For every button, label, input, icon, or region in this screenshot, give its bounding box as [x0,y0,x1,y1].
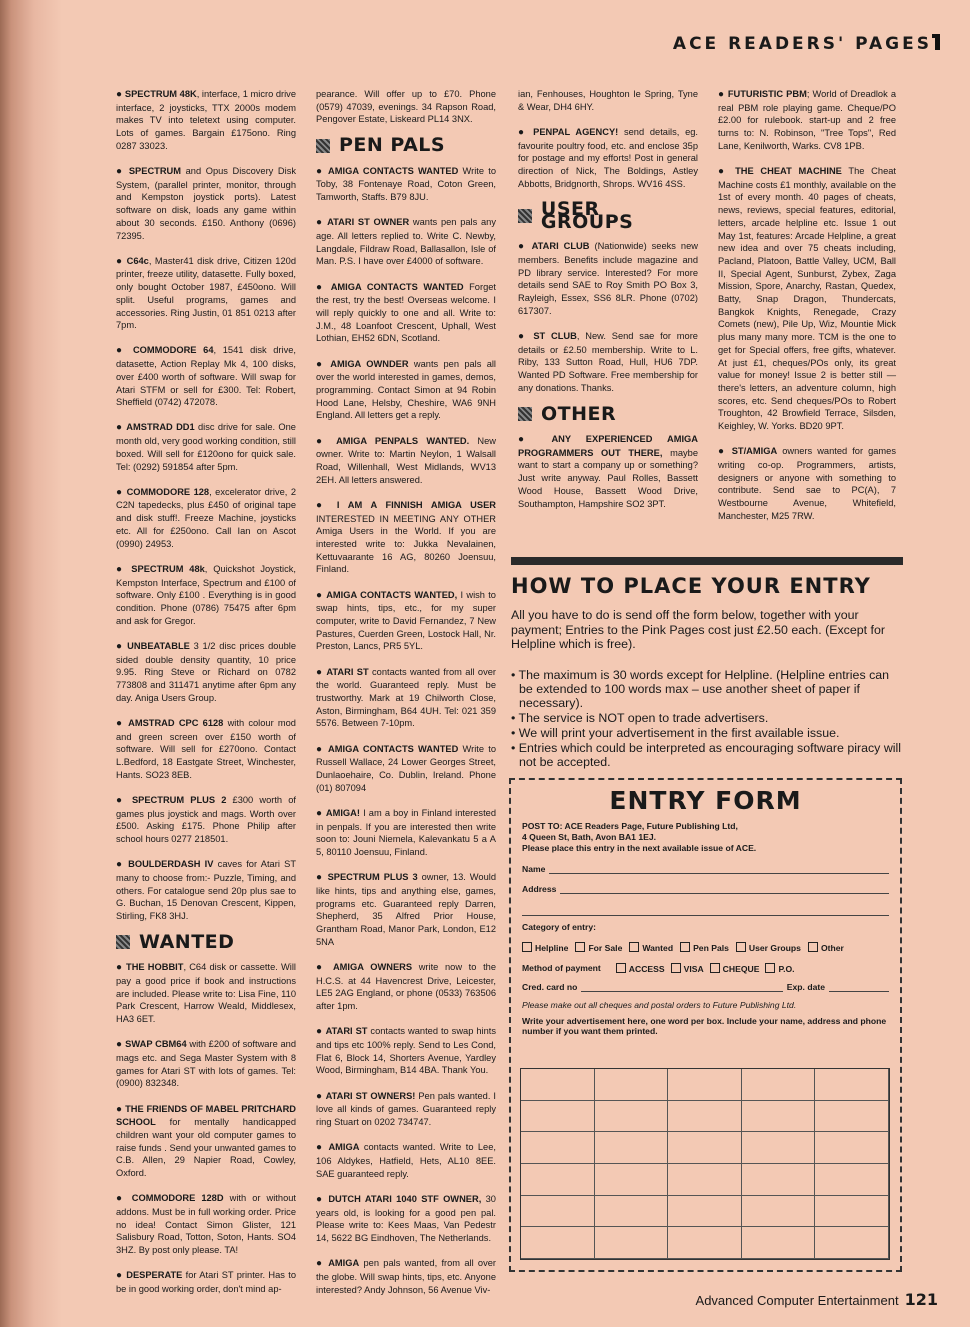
entry-heading: SPECTRUM [128,166,182,177]
bullet-icon: ● [116,345,133,357]
classified-entry [116,858,296,923]
entry-body: for mentally handicapped children want your old computer games to raise funds . Send your unwanted games to C.B. Allen, 29 Napier Road, Cowley, Oxford. [116,1117,296,1179]
entry-heading: I AM A FINNISH AMIGA USER [336,499,496,510]
post-address-line: 4 Queen St, Bath, Avon BA1 1EJ. [522,832,657,842]
entry-body: Pen pals wanted. I love all kinds of games. Guaranteed reply ring Stuart on 0202 734747. [316,1090,496,1127]
entry-heading: ST/AMIGA [731,446,778,457]
classified-entry [316,165,496,204]
entry-body: I wish to swap hints, tips, etc., for my super computer, write to David Fernandez, 7 New Pastures, Cuerden Green, Lostock Hall, Nr. Preston, Lancs, PR5 5YL. [316,589,496,652]
classified-entry [518,126,698,191]
classified-entry [116,344,296,409]
classified-entry [116,421,296,473]
section-title: WANTED [139,930,235,953]
entry-body: , C64 disk or cassette. Will pay a good price if book and instructions are included. Please write to: Lisa Fine, 110 Park Crescent, Harrow Weald, Middlesex, HA3 6ET. [116,962,296,1024]
entry-heading: BOULDERDASH IV [128,859,214,870]
bullet-icon: ● [316,872,328,884]
classified-entry [316,358,496,423]
rule-item: • The maximum is 30 words except for Helpline. (Helpline entries can be extended to 100 words max – use another sheet of paper if necessary). [511,667,890,710]
instructions-text: Write your advertisement here, one word per box. Include your name, address and phone number if you want them printed. [522,1016,887,1036]
entry-body: Forget the rest, try the best! Overseas welcome. I will reply quickly to one and all. Write to: J.M., 48 Loanfoot Crescent, Uphall, West Lothian, EH52 6DN, Scotland. [316,281,496,344]
checkbox-icon[interactable] [736,942,746,952]
entry-heading: SPECTRUM 48K [124,89,197,99]
payment-method-row [522,963,889,974]
entry-body: caves for Atari ST many to choose from:- Puzzle, Timing, and others. For catalogue send 20p plus sae to G. Buchan, 15 Denovan Crescent, Kippen, Stirling, FK8 3HJ. [116,859,296,921]
classified-entry [518,433,698,510]
how-rules-list [511,668,903,769]
classified-entry [116,640,296,705]
category-option[interactable] [522,942,568,953]
word-grid[interactable] [520,1068,890,1260]
category-options [522,942,889,953]
word-box[interactable] [742,1227,816,1259]
divider-bar [511,557,903,565]
word-box[interactable] [742,1164,816,1196]
entry-body: INTERESTED IN MEETING ANY OTHER Amiga Users in the World. If you are interested write to: Jukka Nevalainen, Kettuvaarante 16 AG, 80260 Joensuu, Finland. [316,513,496,575]
bullet-icon: ● [116,962,127,974]
continued-text: ian, Fenhouses, Houghton le Spring, Tyne & Wear, DH4 6HY. [518,89,698,112]
bullet-icon: ● [316,743,329,755]
entry-body: contacts wanted. Write to Lee, 106 Aldykes, Hatfield, Hets, AL10 8EE. SAE guaranteed reply. [316,1142,496,1179]
category-label: Pen Pals [693,943,729,953]
entry-heading: ATARI ST OWNER [327,217,410,228]
payment-label: VISA [683,964,704,974]
section-square-icon [518,209,532,223]
classified-entry [718,445,896,522]
category-text: Category of entry: [522,922,597,932]
category-label: Wanted [642,943,674,953]
entry-body: , 1541 disk drive, datasette, Action Replay Mk 4, 100 disks, over £400 worth of software. Will swap for Atari STFM or sell for £300. Tel: Robert, Sheffield (0742) 472078. [116,345,296,408]
payment-option[interactable] [671,963,704,974]
entry-heading: AMSTRAD CPC 6128 [128,717,224,728]
payment-option[interactable] [616,963,665,974]
entry-body: contacts wanted to swap hints and tips etc 100% reply. Send to Les Cond, Flat 6, Block 14, Shorters Avenue, Yardley Wood, Birmingham, B14 4BA. Thank You. [316,1026,496,1076]
word-box[interactable] [815,1069,889,1101]
classified-entry [116,794,296,846]
entry-body: send details, eg. favourite poultry food, etc. and enclose 35p for postage and my efforts! Post in general direction of Nick, The Boldings, Astley Abbotts, Bridgnorth, Shrops. WV16 4SS. [518,126,698,189]
instructions [522,1016,889,1036]
address-line[interactable] [560,884,889,894]
entry-heading: SPECTRUM PLUS 2 [131,794,227,805]
section-wanted-heading [116,930,296,953]
entry-heading: AMIGA CONTACTS WANTED [330,281,464,292]
word-box[interactable] [815,1101,889,1133]
address-field[interactable] [522,884,889,894]
entry-body: with or without addons. Must be in full working order. Price no idea! Contact Simon Glister, 121 Salisbury Road, Totton, Soton, Hants. SO4 3HZ. By post only please. TA! [116,1193,296,1256]
bullet-icon: ● [316,589,327,601]
post-to-line: POST TO: ACE Readers Page, Future Publishing Ltd, [522,821,738,831]
column-2 [316,88,496,1309]
bullet-icon: ● [316,1090,326,1102]
classified-entry [518,240,698,317]
word-box[interactable] [742,1196,816,1228]
word-box[interactable] [595,1101,669,1133]
payment-label: CHEQUE [722,964,760,974]
classified-entry [116,961,296,1026]
classified-entry [316,216,496,268]
entry-body: The Cheat Machine costs £1 monthly, available on the 1st of every month. 40 pages of cheats, news, reviews, special features, editorial, letters, arcade helpline etc. Issue 1 out May 1st, features: Arcade Helpline, a great new idea and over 75 cheats including, Pacland, Platoon, Battle Valley, UCM, Ball II, Special Agent, Sunburst, Zybex, Zaga Mission, Spore, Anarchy, Rastan, Quedex, Batty, Snap Dragon, Thundercats, Bangkok Knights, Renegade, Crazy Comets (new), Pile Up, Wiz, Mountie Mick plus many many more. TCM is the one to get for Special offers, free gifts, whatever. At just £1, cheques/POs only, its great value for money! Issue 2 is better still — there's letters, an adventure column, high scores, etc. Send cheques/POs to Robert Troughton, 42 Browfield Terrace, Silsden, Keighley, W. Yorks. BD20 9PT. [718,166,896,432]
entry-heading: ATARI ST OWNERS! [325,1090,416,1101]
word-box[interactable] [595,1164,669,1196]
bullet-icon: ● [316,666,327,678]
address-field-2[interactable] [522,906,889,916]
category-option[interactable] [680,942,729,953]
bullet-icon: ● [316,217,328,229]
entry-heading: ATARI ST [326,666,369,677]
entry-body: , interface, 1 micro drive interface, 2 joysticks, TTX 2000s modem makes TV into teletext using computer. Lots of games. Bargain £175ono. Ring 0287 33023. [116,89,296,151]
entry-body: maybe want to start a company up or something? Just write anyway. Paul Rolles, Bassett Wood House, Bassett Wood Drive, Southampton, Hampshire SO2 3PT. [518,447,698,509]
entry-heading: UNBEATABLE [127,640,190,651]
category-label: User Groups [748,943,801,953]
entry-body: with £200 of software and mags etc. and Sega Master System with 8 games for Atari ST with lots of games. Tel: (0900) 832348. [116,1039,297,1089]
word-box[interactable] [595,1132,669,1164]
entry-heading: ANY EXPERIENCED AMIGA PROGRAMMERS OUT THERE, [518,434,698,458]
checkbox-icon[interactable] [629,942,639,952]
entry-heading: ST CLUB [533,331,577,342]
word-box[interactable] [668,1196,742,1228]
entry-body: I am a boy in Finland interested in penpals. If you are interested then write soon to: Jouni Niemela, Kalevankatu 5 a A 5, 80110 Joensuu, Finland. [316,807,496,858]
entry-heading: ATARI CLUB [531,241,590,252]
rule-item: • Entries which could be interpreted as encouraging software piracy will not be accepted. [511,740,902,769]
entry-heading: AMIGA CONTACTS WANTED [328,743,459,754]
word-box[interactable] [595,1196,669,1228]
classified-entry [116,1192,296,1257]
checkbox-icon[interactable] [616,963,626,973]
category-option[interactable] [629,942,673,953]
entry-heading: AMIGA OWNERS [332,961,413,972]
classified-entry [316,281,496,346]
category-label [522,922,889,932]
bullet-icon: ● [316,281,331,293]
bullet-icon: ● [116,859,129,871]
word-box[interactable] [742,1132,816,1164]
checkbox-icon[interactable] [671,963,681,973]
payment-label: ACCESS [628,964,665,974]
column-1 [116,88,296,1308]
checkbox-icon[interactable] [808,942,818,952]
category-label: Helpline [535,943,569,953]
entry-heading: SPECTRUM PLUS 3 [327,872,418,883]
section-square-icon [116,935,130,949]
entry-heading: AMIGA PENPALS WANTED. [336,435,470,446]
entry-body: , Quickshot Joystick, Kempston Interface, Spectrum and £100 of software. Only £100 . Everything is in good condition. Phone (0786) 75475 after 6pm and ask for Gregor. [116,563,296,626]
how-to-place-entry [511,574,903,770]
entry-heading: AMIGA! [325,807,360,818]
bullet-icon: ● [116,166,129,178]
classified-entry [316,743,496,795]
entry-body: owner, 13. Would like hints, tips and anything else, games, programs etc. Guaranteed reply Darren, Shepherd, 35 Alfred Prior House, Grantham Road, Manor Park, London, E12 5NA [316,872,496,947]
payment-label: P.O. [778,964,795,974]
rule-item: • We will print your advertisement in the first available issue. [511,725,840,740]
word-box[interactable] [668,1069,742,1101]
entry-body: contacts wanted from all over the world. Guaranteed reply. Must be trustworthy. Mark at 19 Chilworth Close, Aston, Birmingham, B64 4UH. Tel: 021 359 5576. Between 7-10pm. [316,666,496,729]
payment-method-label: Method of payment [522,963,601,973]
bullet-icon: ● [316,1142,329,1154]
classified-entry [316,666,496,731]
name-field[interactable] [522,864,889,874]
entry-body: wants pen pals all over the world interested in games, demos, programming. Contact Simon at 94 Robin Hood Lane, Helsby, Cheshire, WA6 9NH England. All letters get a reply. [316,358,496,421]
entry-body: 30 years old, is looking for a good pen pal. Please write to: Kees Maas, Van Pedestr 14, 5622 BG Eindhoven, The Netherlands. [316,1193,496,1243]
section-square-icon [518,407,532,421]
entry-body: Write to Toby, 38 Fontenaye Road, Coton Green, Tamworth, Staffs. B79 8JU. [316,165,496,203]
classified-entry [316,1025,496,1077]
entry-heading: COMMODORE 64 [132,345,214,356]
section-penpals-heading [316,134,496,157]
entry-body: for Atari ST printer. Has to be in good working order, don't mind ap- [116,1270,296,1294]
checkbox-icon[interactable] [710,963,720,973]
address-line-2[interactable] [522,906,889,916]
entry-body: , excelerator drive, 2 C2N tapedecks, plus £450 of original tape and disk stuff!. Freeze Machine, joysticks etc. All for £250ono. Call Ian on Ascot (0990) 24953. [116,486,296,549]
classified-entry [316,807,496,859]
section-title: PEN PALS [339,134,446,157]
entry-body: write now to the H.C.S. at 44 Havencrest Drive, Leicester, LE5 2AG England, or phone (0533) 763506 after 1pm. [316,961,496,1012]
word-box[interactable] [521,1227,595,1259]
bullet-icon: ● [518,331,534,343]
entry-body: and Opus Discovery Disk System, (parallel printer, monitor, through and Kempston joystick ports). Latest software on disk, loads any game within about 30 seconds. £150. Anthony (0696) 72395. [116,166,296,241]
entry-heading: AMIGA [328,1258,360,1269]
word-box[interactable] [815,1227,889,1259]
card-label: Cred. card no [522,982,578,992]
checkbox-icon[interactable] [680,942,690,952]
word-box[interactable] [668,1227,742,1259]
entry-heading: PENPAL AGENCY! [533,126,619,137]
word-box[interactable] [521,1196,595,1228]
entry-heading: DUTCH ATARI 1040 STF OWNER, [328,1193,482,1204]
entry-body: , New. Send sae for more details or £2.50 membership. Write to L. Riby, 133 Sutton Road, Hull, HU6 7DP. Wanted PD Software. Free membership for any donations. Thanks. [518,331,698,393]
form-title: ENTRY FORM [609,786,802,815]
entry-body: (Nationwide) seeks new members. Benefits include magazine and PD library service. Interested? For more details send SAE to Roy Smith PO Box 3, Rayleigh, Essex, SS6 8LR. Phone (0702) 617307. [518,241,698,316]
entry-heading: AMSTRAD DD1 [126,422,195,433]
classified-entry [116,1269,296,1295]
entry-body: New owner. Write to: Martin Neylon, 1 Walsall Road, Willenhall, West Midlands, WV13 2EH. All letters answered. [316,435,497,485]
classified-entry [316,1141,496,1180]
entry-body: £300 worth of games plus joystick and mags. Worth over £500. Asking £175. Phone Philip after school hours 0277 218501. [116,794,296,844]
bullet-icon: ● [116,422,127,434]
classified-entry [116,88,296,153]
category-label: For Sale [588,943,623,953]
section-square-icon [316,139,330,153]
word-box[interactable] [668,1164,742,1196]
entry-body: wants pen pals any age. All letters replied to. Write C. Newby, Langdale, Fildraw Road, Ballasallon, Isle of Man. P.S. I have over £4000 of software. [316,217,496,267]
entry-heading: AMIGA [328,1142,360,1153]
entry-heading: AMIGA OWNDER [330,358,409,369]
classified-entry [316,589,496,654]
classified-entry [116,486,296,551]
word-box[interactable] [815,1132,889,1164]
post-instruction-line: Please place this entry in the next available issue of ACE. [522,843,757,853]
entry-body: ; World of Dreadlok a real PBM role playing game. Cheque/PO £2.00 for rulebook. start-up and 2 free turns to: N. Robinson, "Tree Tops", Red Lane, Kenilworth, Warks. CV8 1PB. [718,89,896,151]
cheque-note-text: Please make out all cheques and postal orders to Future Publishing Ltd. [522,1000,797,1010]
entry-body: 3 1/2 disc prices double sided double density quantity, 10 price 9.95. Ring Steve or Richard on 0782 773808 and 311471 anytime after 6pm any day. Aniga Users Group. [116,640,296,703]
word-box[interactable] [815,1164,889,1196]
bullet-icon: ● [116,640,128,652]
address-label: Address [522,884,557,894]
word-box[interactable] [815,1196,889,1228]
entry-heading: ATARI ST [325,1026,368,1037]
entry-heading: SWAP CBM64 [125,1039,187,1050]
bullet-icon: ● [116,1270,127,1282]
exp-line[interactable] [829,982,889,992]
section-usergroups-heading [518,197,698,233]
entry-heading: THE HOBBIT [126,962,184,973]
card-row[interactable] [522,982,889,992]
classified-entry [316,961,496,1013]
bullet-icon: ● [518,241,532,253]
bullet-icon: ● [518,434,552,446]
entry-form [509,778,902,1272]
classified-entry [718,165,896,433]
category-option[interactable] [575,942,622,953]
word-box[interactable] [521,1101,595,1133]
bullet-icon: ● [116,794,132,806]
column-4 [718,88,896,535]
word-box[interactable] [742,1069,816,1101]
classified-entry [116,255,296,332]
classified-entry [316,1090,496,1129]
bullet-icon: ● [316,435,337,447]
entry-heading: AMIGA CONTACTS WANTED [328,165,459,176]
classified-entry [116,717,296,782]
entry-body: disc drive for sale. One month old, very good working condition, still boxed. Will sell for £120ono for quick sale. Tel: (0292) 591854 after 5pm. [116,422,296,472]
bullet-icon: ● [316,358,331,370]
classified-entry [316,435,496,487]
entry-heading: COMMODORE 128D [131,1193,224,1204]
bullet-icon: ● [718,166,736,178]
category-option[interactable] [736,942,801,953]
word-box[interactable] [521,1164,595,1196]
classified-entry [316,871,496,948]
bullet-icon: ● [316,1026,326,1038]
bullet-icon: ● [116,1193,132,1205]
how-intro: All you have to do is send off the form below, together with your payment; Entries to the Pink Pages cost just £2.50 each. (Except for Helpline which is free). [511,608,885,651]
word-box[interactable] [595,1069,669,1101]
section-other-heading [518,402,698,425]
bullet-icon: ● [316,1258,329,1270]
continued-text: pearance. Will offer up to £70. Phone (0579) 47039, evenings. 34 Rapson Road, Pengover Estate, Liskeard PL14 3NX. [316,89,496,125]
word-box[interactable] [668,1132,742,1164]
bullet-icon: ● [116,1039,126,1051]
category-label: Other [820,943,844,953]
checkbox-icon[interactable] [575,942,585,952]
bullet-icon: ● [316,961,333,973]
page-footer [696,1290,938,1309]
entry-heading: SPECTRUM 48k [131,563,205,574]
bullet-icon: ● [718,89,728,100]
word-box[interactable] [521,1132,595,1164]
classified-entry [316,499,496,576]
bullet-icon: ● [116,255,127,267]
bullet-icon: ● [316,499,337,511]
column-3 [518,88,698,523]
word-box[interactable] [742,1101,816,1133]
bullet-icon: ● [116,1103,126,1115]
entry-heading: THE CHEAT MACHINE [735,166,842,177]
payment-option[interactable] [765,963,794,974]
page-spine-shadow [0,0,62,1327]
bullet-icon: ● [116,563,132,575]
bullet-icon: ● [116,486,127,498]
entry-heading: COMMODORE 128 [126,486,210,497]
entry-body: with colour mod and green screen over £150 worth of software. Will sell for £270ono. Contact L.Bedford, 18 Eastgate Street, Winchester, Hants. SO23 8EB. [116,717,296,780]
checkbox-icon[interactable] [765,963,775,973]
exp-label: Exp. date [786,982,825,992]
entry-heading: FUTURISTIC PBM [727,89,807,99]
category-option[interactable] [808,942,844,953]
name-label: Name [522,864,546,874]
entry-body: , Master41 disk drive, Citizen 120d printer, freeze utility, datasette. Fully boxed, only bought October 1987, £450ono. Will split. Useful programs, games and accessories. Ring Justin, 01 851 0213 after 7pm. [116,255,296,331]
bullet-icon: ● [316,1193,329,1205]
classified-entry [116,165,296,242]
name-line[interactable] [549,864,889,874]
section-title: OTHER [541,402,617,425]
bullet-icon: ● [518,126,534,138]
word-box[interactable] [521,1069,595,1101]
word-box[interactable] [668,1101,742,1133]
classified-entry [718,88,896,153]
bullet-icon: ● [116,717,129,729]
card-line[interactable] [581,982,782,992]
entry-heading: AMIGA CONTACTS WANTED, [326,589,458,600]
entry-body: owners wanted for games writing co-op. Programmers, artists, designers or anyone with something to contribute. Send sae to PC(A), 7 Westbourne Avenue, Whitefield, Manchester, M25 7RW. [718,446,896,521]
entry-heading: THE FRIENDS OF MABEL PRITCHARD SCHOOL [116,1103,296,1128]
classified-entry [116,1038,296,1090]
checkbox-icon[interactable] [522,942,532,952]
bullet-icon: ● [718,446,732,458]
entry-body: pen pals wanted, from all over the globe. Will swap hints, tips, etc. Anyone interested? Andy Johnson, 56 Avenue Viv- [316,1258,496,1295]
word-box[interactable] [595,1227,669,1259]
payment-option[interactable] [710,963,760,974]
bullet-icon: ● [316,165,329,177]
header-corner-mark [932,34,940,50]
page-number: 121 [904,1290,938,1309]
classified-entry [316,1193,496,1245]
entry-heading: C64c [126,255,149,266]
rule-item: • The service is NOT open to trade advertisers. [511,710,769,725]
entry-heading: DESPERATE [126,1270,183,1281]
classified-entry [316,1257,496,1296]
cheque-note [522,1000,889,1010]
entry-body: Write to Russell Wallace, 24 Lower Georges Street, Dunlaoehaire, Co. Dublin, Ireland. Phone (01) 807094 [316,743,496,793]
how-title: HOW TO PLACE YOUR ENTRY [511,574,871,598]
magazine-name: Advanced Computer Entertainment [695,1293,899,1308]
classified-entry [518,330,698,395]
bullet-icon: ● [316,807,326,819]
page-header: ACE READERS' PAGES [672,34,932,54]
bullet-icon: ● [116,89,125,100]
section-title: USER GROUPS [540,197,634,233]
classified-entry [116,563,296,628]
classified-entry [116,1103,296,1180]
